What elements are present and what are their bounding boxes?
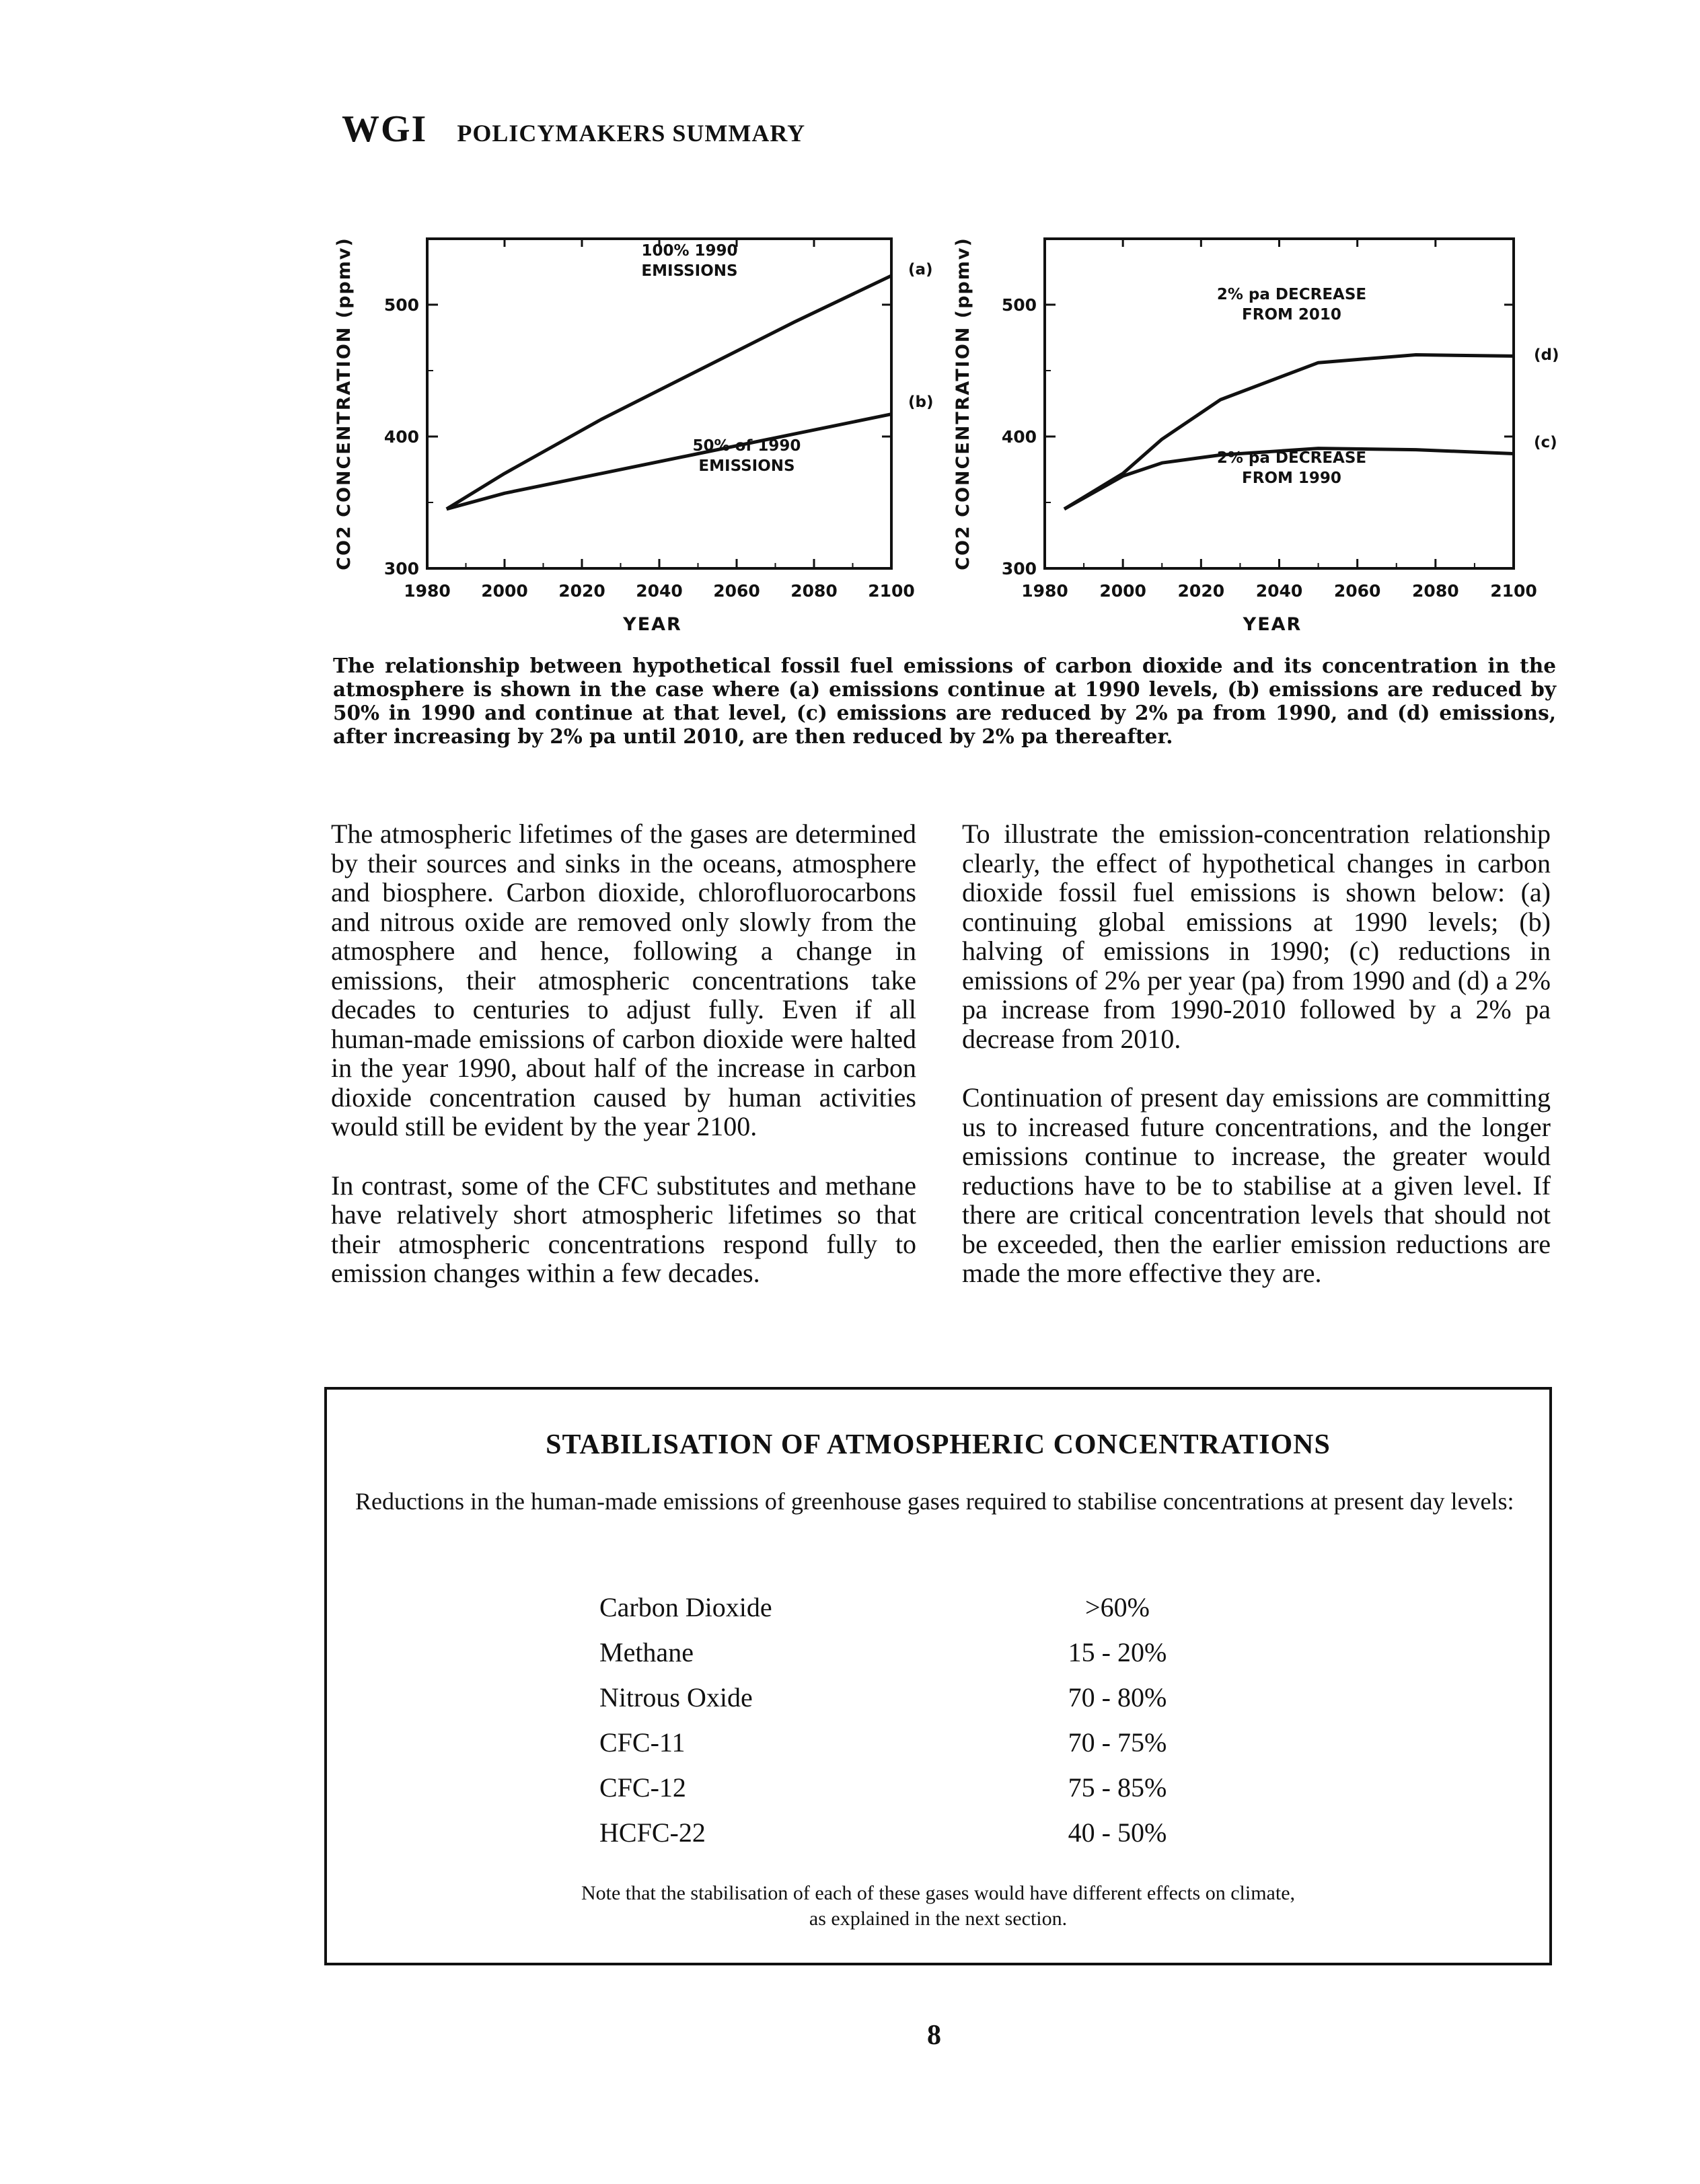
y-tick-label: 400	[1001, 427, 1037, 447]
page-number: 8	[927, 2020, 941, 2051]
gas-name: HCFC-22	[599, 1817, 706, 1848]
y-tick-label: 500	[383, 295, 419, 315]
x-tick-label: 1980	[1021, 581, 1068, 601]
x-tick-label: 2020	[1177, 581, 1225, 601]
x-tick-label: 2080	[790, 581, 838, 601]
paragraph-lifetimes: The atmospheric lifetimes of the gases are determined by their sources and sinks in the oceans, atmosphere and biosphere. Carbon dioxide, chlorofluorocarbons and nitrous oxide are removed only slowly from the atmosphere and hence, following a change in emissions, their atmospheric concentrations take decades to centuries to adjust fully. Even if all human-made emissions of carbon dioxide were halted in the year 1990, about half of the increase in carbon dioxide concentration caused by human activities would still be evident by the year 2100.	[331, 819, 916, 1141]
reduction-value: 75 - 85%	[1068, 1772, 1167, 1803]
x-tick-label: 2040	[636, 581, 683, 601]
y-axis-title: CO2 CONCENTRATION (ppmv)	[334, 237, 355, 570]
gas-name: Methane	[599, 1637, 694, 1667]
body-column-left	[331, 819, 916, 1318]
box-note	[327, 1881, 1549, 1932]
x-tick-label: 2060	[713, 581, 760, 601]
working-group-code: WGI	[342, 108, 428, 150]
x-tick-label: 2080	[1412, 581, 1459, 601]
y-tick-label: 400	[383, 427, 419, 447]
series-line	[447, 276, 891, 509]
gas-name: Carbon Dioxide	[599, 1592, 772, 1622]
stabilisation-box	[324, 1387, 1552, 1965]
series-annotation: 2% pa DECREASE	[1216, 449, 1367, 467]
reductions-table	[599, 1585, 1205, 1855]
box-title: STABILISATION OF ATMOSPHERIC CONCENTRATIONS	[546, 1429, 1331, 1460]
table-row	[599, 1630, 1205, 1675]
x-tick-label: 2100	[1490, 581, 1537, 601]
y-axis-title: CO2 CONCENTRATION (ppmv)	[953, 237, 973, 570]
x-tick-label: 2040	[1255, 581, 1303, 601]
page-header	[342, 108, 805, 151]
table-row	[599, 1720, 1205, 1765]
table-row	[599, 1675, 1205, 1720]
reduction-value: 40 - 50%	[1068, 1817, 1167, 1848]
series-annotation: EMISSIONS	[641, 262, 738, 280]
series-annotation: 100% 1990	[641, 242, 738, 260]
reduction-value: 70 - 75%	[1068, 1727, 1167, 1758]
series-annotation: EMISSIONS	[698, 457, 795, 475]
x-axis-title: YEAR	[1243, 614, 1302, 635]
x-tick-label: 2000	[481, 581, 528, 601]
chart-co2-a-b	[323, 222, 942, 635]
plot-frame	[427, 239, 891, 568]
series-annotation: FROM 2010	[1242, 306, 1341, 324]
x-tick-label: 2020	[558, 581, 605, 601]
box-note-line-1: Note that the stabilisation of each of these gases would have different effects on climate,	[581, 1882, 1296, 1904]
figure-caption: The relationship between hypothetical fossil fuel emissions of carbon dioxide and its concentration in the atmosphere is shown in the case where (a) emissions continue at 1990 levels, (b) emissions are reduced by 50% in 1990 and continue at that level, (c) emissions are reduced by 2% pa from 1990, and (d) emissions, after increasing by 2% pa until 2010, are then reduced by 2% pa thereafter.	[333, 654, 1556, 748]
x-axis-title: YEAR	[623, 614, 682, 635]
box-intro: Reductions in the human-made emissions of greenhouse gases required to stabilise concentrations at present day levels:	[355, 1488, 1514, 1515]
paragraph-illustration: To illustrate the emission-concentration relationship clearly, the effect of hypothetical changes in carbon dioxide fossil fuel emissions is shown below: (a) continuing global emissions at 1990 levels; (b) halving of emissions in 1990; (c) reductions in emissions of 2% per year (pa) from 1990 and (d) a 2% pa increase from 1990-2010 followed by a 2% pa decrease from 2010.	[962, 819, 1551, 1054]
series-name-tag: (c)	[1534, 434, 1557, 451]
series-annotation: FROM 1990	[1242, 469, 1341, 487]
series-name-tag: (a)	[908, 261, 933, 278]
series-annotation: 2% pa DECREASE	[1216, 286, 1367, 303]
reduction-value: 70 - 80%	[1068, 1682, 1167, 1712]
box-note-line-2: as explained in the next section.	[809, 1908, 1068, 1930]
y-tick-label: 300	[383, 559, 419, 578]
paragraph-cfc-substitutes: In contrast, some of the CFC substitutes and methane have relatively short atmospheric lifetimes so that their atmospheric concentrations respond fully to emission changes within a few decades.	[331, 1170, 916, 1288]
table-row	[599, 1765, 1205, 1810]
gas-name: CFC-11	[599, 1727, 686, 1758]
reduction-value: 15 - 20%	[1068, 1637, 1167, 1667]
y-tick-label: 500	[1001, 295, 1037, 315]
x-tick-label: 1980	[404, 581, 451, 601]
chart-co2-c-d	[942, 222, 1588, 635]
series-name-tag: (d)	[1534, 346, 1559, 364]
page-header-title: POLICYMAKERS SUMMARY	[457, 120, 806, 147]
x-tick-label: 2000	[1099, 581, 1146, 601]
table-row	[599, 1585, 1205, 1630]
gas-name: CFC-12	[599, 1772, 686, 1803]
gas-name: Nitrous Oxide	[599, 1682, 753, 1712]
series-annotation: 50% of 1990	[692, 437, 801, 455]
x-tick-label: 2060	[1333, 581, 1381, 601]
paragraph-continuation: Continuation of present day emissions are committing us to increased future concentrations, and the longer emissions continue to increase, the greater would reductions have to be to stabilise at a given level. If there are critical concentration levels that should not be exceeded, then the earlier emission reductions are made the more effective they are.	[962, 1082, 1551, 1288]
body-column-right	[962, 819, 1551, 1318]
series-name-tag: (b)	[908, 393, 934, 411]
y-tick-label: 300	[1001, 559, 1037, 578]
reduction-value: >60%	[1085, 1592, 1150, 1622]
x-tick-label: 2100	[868, 581, 915, 601]
series-line	[447, 414, 891, 509]
table-row	[599, 1810, 1205, 1855]
